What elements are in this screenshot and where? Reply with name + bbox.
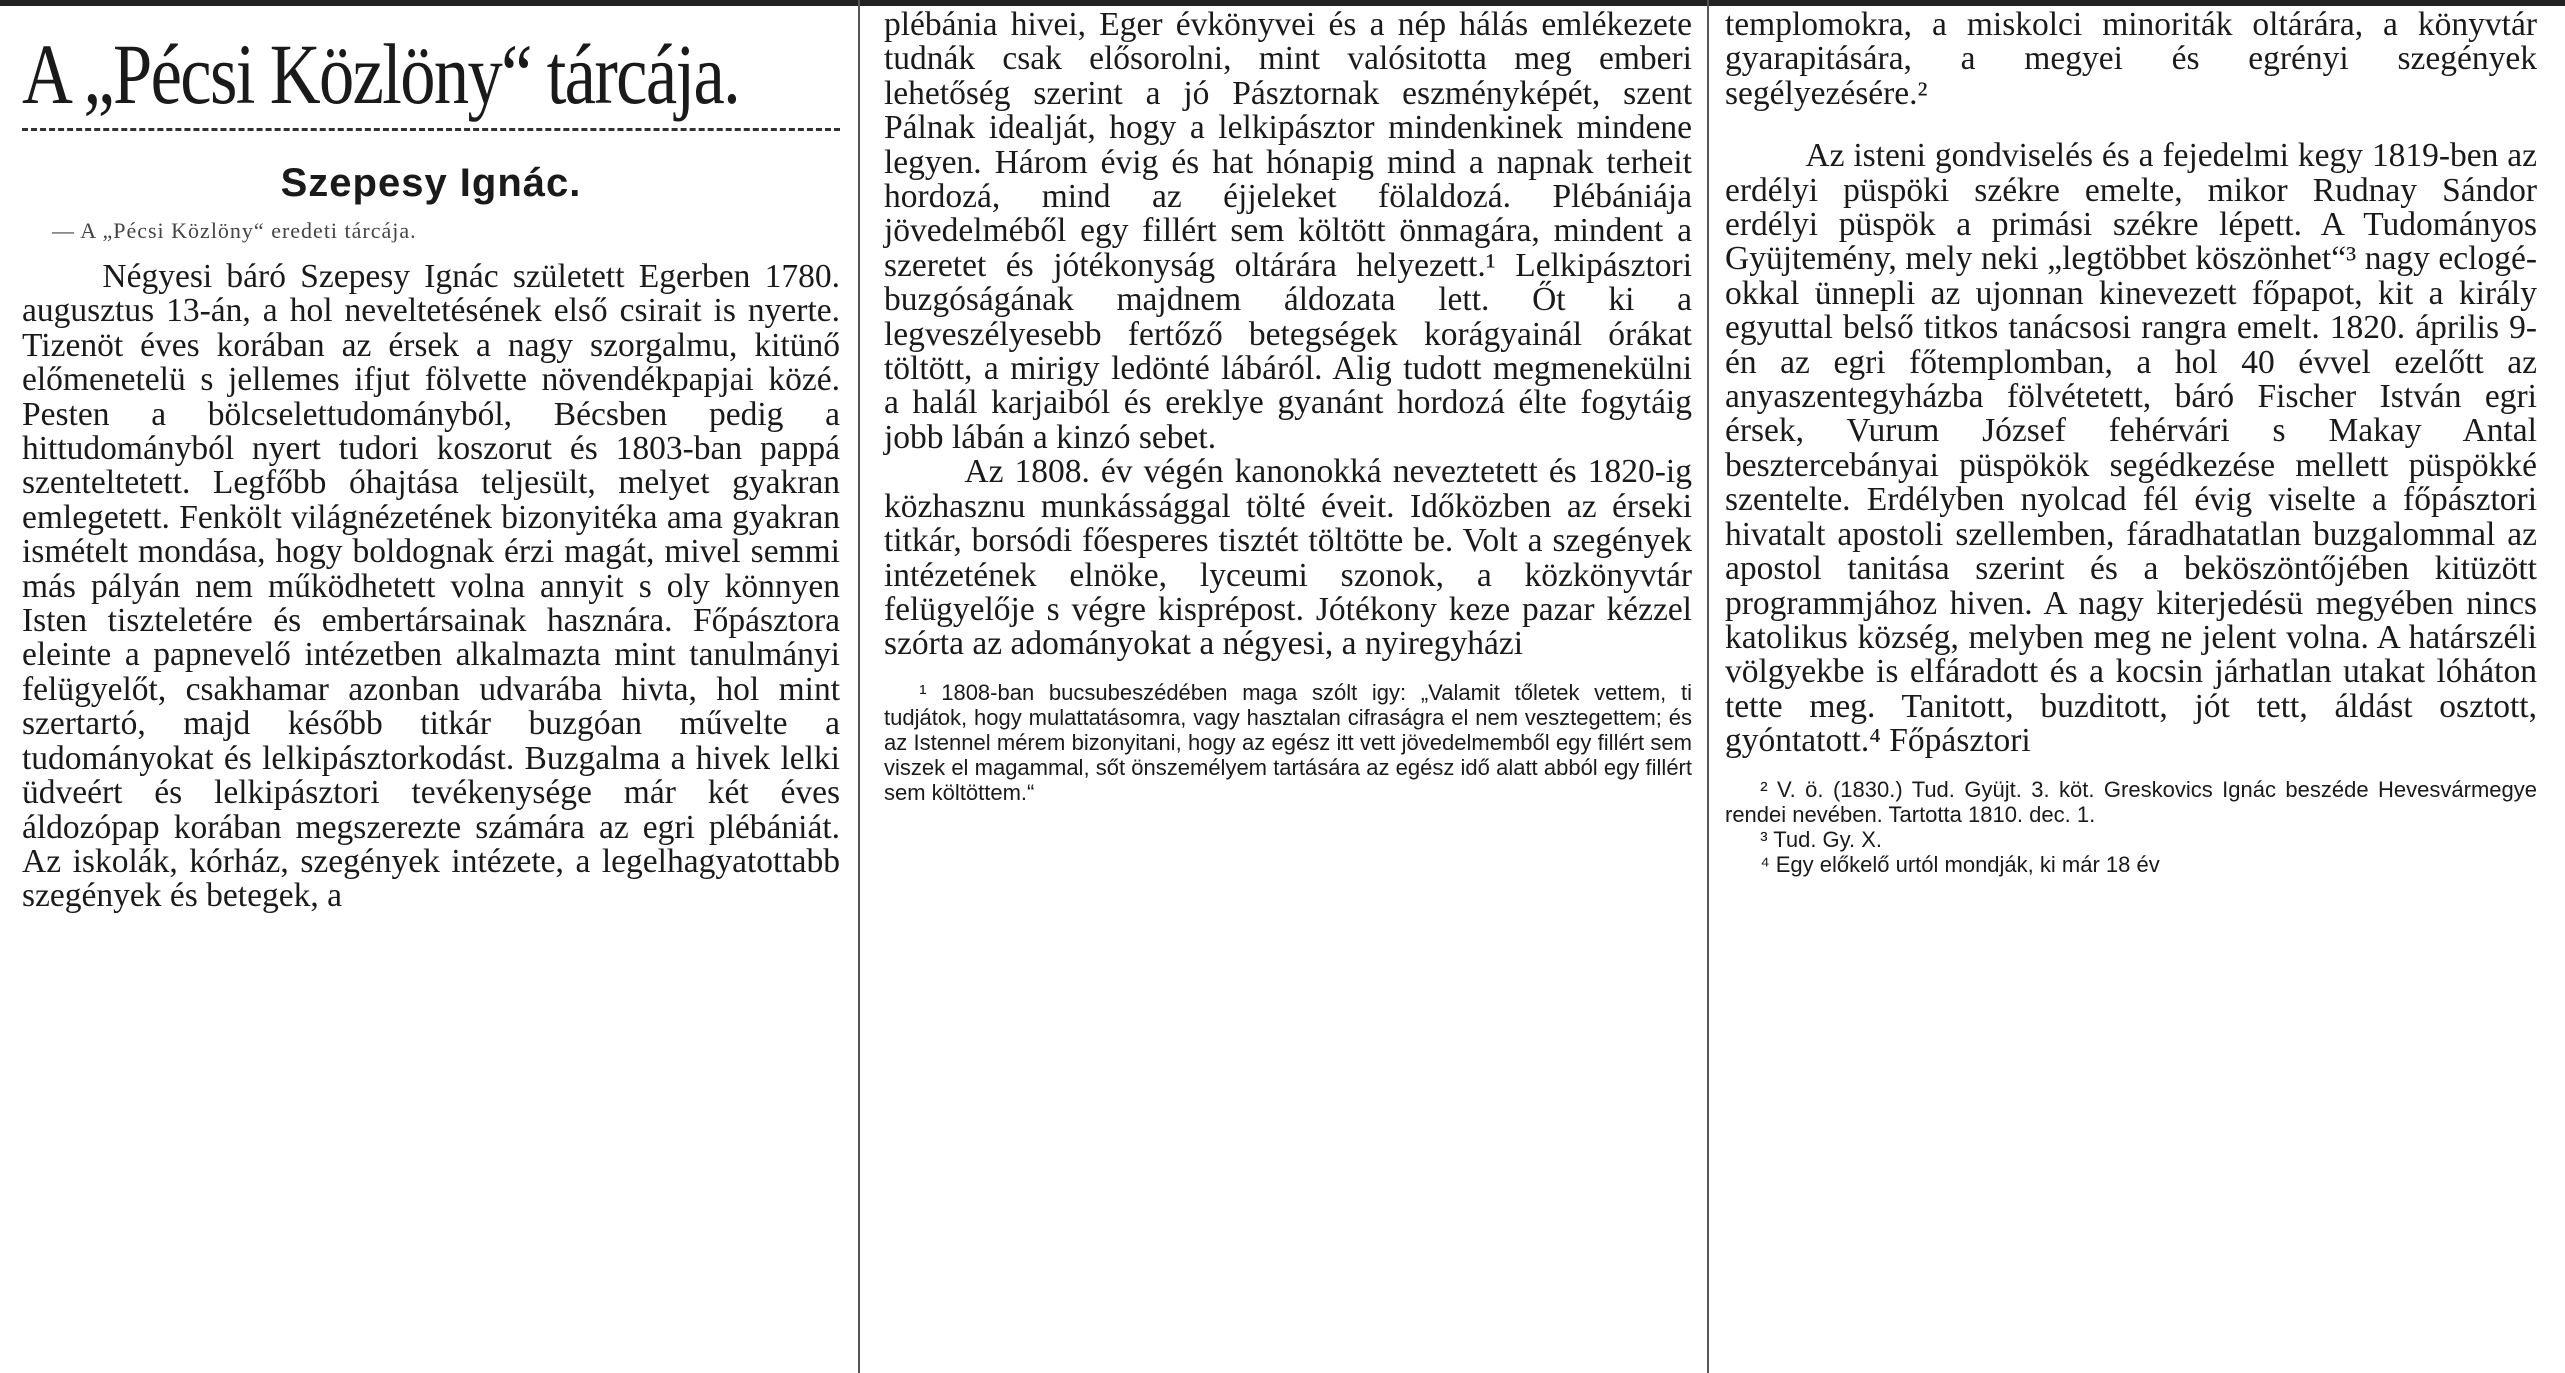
column-1 xyxy=(22,8,840,914)
paragraph: Az 1808. év végén kanonokká neveztetett és 1820-ig közhasznu munkássággal tölté éveit. Időközben az érseki titkár, borsódi főesperes tisztét töltötte be. Volt a szegények intézetének elnöke, lyceumi szonok, a közkönyvtár felügyelője s végre kisprépost. Jótékony keze pazar kézzel szórta az adományokat a négyesi, a nyiregyházi xyxy=(884,453,1692,663)
column-rule-2 xyxy=(1707,0,1709,1373)
footnote-2: ² V. ö. (1830.) Tud. Gyüjt. 3. köt. Greskovics Ignác beszéde Hevesvármegye rendei nevében. Tartotta 1810. dec. 1. xyxy=(1725,776,2537,827)
paragraph: Az isteni gondviselés és a fejedelmi kegy 1819-ben az erdélyi püspöki székre emelte, mikor Rudnay Sándor erdélyi püspök a primási székre lépett. A Tudományos Gyüjtemény, mely neki „legtöbbet köszönhet“³ nagy eclogé-okkal ünnepli az ujonnan kinevezett főpapot, kit a király egyuttal belső titkos tanácsosi rangra emelt. 1820. április 9-én az egri főtemplomban, a hol 40 évvel ezelőtt az anyaszentegyházba fölvétetett, báró Fischer István egri érsek, Vurum József fehérvári s Makay Antal besztercebányai püspökök segédkezése mellett püspökké szentelte. Erdélyben nyolcad fél évig viselte a főpásztori hivatalt apostoli szellemben, fáradhatatlan buzgalommal az apostol tanitása szerint és a beköszöntőjében kitüzött programmjához hiven. A nagy kiterjedésü megyében nincs katolikus község, melyben meg ne jelent volna. A határszéli völgyekbe is elfáradott és a kocsin járhatlan utakat lóháton tette meg. Tanitott, buzditott, jót tett, áldást osztott, gyóntatott.⁴ Főpásztori xyxy=(1725,137,2537,760)
footnote-3: ³ Tud. Gy. X. xyxy=(1760,826,1883,852)
masthead-divider xyxy=(22,128,840,131)
article-headline: Szepesy Ignác. xyxy=(280,161,582,205)
footnote-4: ⁴ Egy előkelő urtól mondják, ki már 18 év xyxy=(1760,851,2160,877)
footnote-1: ¹ 1808-ban bucsubeszédében maga szólt igy: „Valamit tőletek vettem, ti tudjátok, hogy mulattatásomra, vagy hasztalan cifraságra el nem vesztegettem; és az Istennel mérem bizonyitani, hogy az egész itt vett jövedelmemből egy fillért sem viszek el magammal, sőt önszemélyem tartására az egész idő alatt abból egy fillért sem költöttem.“ xyxy=(884,679,1692,805)
column-2 xyxy=(884,8,1692,805)
column-rule-1 xyxy=(858,0,860,1373)
paragraph: plébánia hivei, Eger évkönyvei és a nép hálás emlékezete tudnák csak elősorolni, mint valósitotta meg emberi lehetőség szerint a jó Pásztornak eszményképét, szent Pálnak idealját, hogy a lelkipásztor mindenkinek mindene legyen. Három évig és hat hónapig mind a napnak terheit hordozá, mind az éjjeleket fölaldozá. Plébániája jövedelméből egy fillért sem költött önmagára, mindent a szeretet és jótékonyság oltárára helyezett.¹ Lelkipásztori buzgóságának majdnem áldozata lett. Őt ki a legveszélyesebb fertőző betegségek korágyainál órákat töltött, a mirigy ledönté lábáról. Alig tudott megmenekülni a halál karjaiból és ereklye gyanánt hordozá élte fogytáig jobb lábán a kinzó sebet. xyxy=(884,6,1692,456)
column-3 xyxy=(1725,8,2537,877)
masthead-title: A „Pécsi Közlöny“ tárcája. xyxy=(22,26,740,122)
paragraph: templomokra, a miskolci minoriták oltárára, a könyvtár gyarapitására, a megyei és egrényi szegények segélyezésére.² xyxy=(1725,6,2537,112)
paragraph: Négyesi báró Szepesy Ignác született Egerben 1780. augusztus 13-án, a hol neveltetésének első csirait is nyerte. Tizenöt éves korában az érsek a nagy szorgalmu, kitünő előmenetelü s jellemes ifjut fölvette növendékpapjai közé. Pesten a bölcselettudományból, Bécsben pedig a hittudományból nyert tudori koszorut és 1803-ban pappá szenteltetett. Legfőbb óhajtása teljesült, melyet gyakran emlegetett. Fenkölt világnézetének bizonyitéka ama gyakran ismételt mondása, hogy boldognak érzi magát, mivel semmi más pályán nem működhetett volna annyit s oly könnyen Isten tiszteletére és embertársainak hasznára. Főpásztora eleinte a papnevelő intézetben alkalmazta mint tanulmányi felügyelőt, csakhamar azonban udvarába hivta, hol mint szertartó, majd később titkár buzgóan művelte a tudományokat és lelkipásztorkodást. Buzgalma a hivek lelki üdveért és lelkipásztori tevékenysége már két éves áldozópap korában megszerezte számára az egri plébániát. Az iskolák, kórház, szegények intézete, a legelhagyatottabb szegények és betegek, a xyxy=(22,258,840,915)
article-byline: — A „Pécsi Közlöny“ eredeti tárcája. xyxy=(52,218,417,243)
